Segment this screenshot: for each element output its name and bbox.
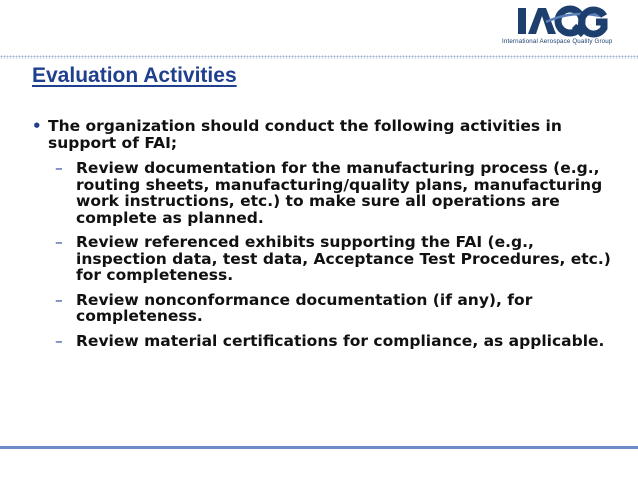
slide-content <box>30 118 615 357</box>
iaqg-logo <box>496 4 632 50</box>
main-bullet <box>30 118 615 151</box>
header-divider <box>0 55 638 59</box>
slide-title: Evaluation Activities <box>32 64 237 87</box>
sub-item <box>30 333 615 350</box>
iaqg-logo-mark <box>516 4 608 38</box>
sub-item-text: Review referenced exhibits supporting the FAI (e.g., inspection data, test data, Acceptance Test Procedures, etc.) for completeness. <box>76 233 611 284</box>
sub-item-text: Review material certifications for compliance, as applicable. <box>76 331 605 350</box>
main-bullet-text: The organization should conduct the following activities in support of FAI; <box>48 117 562 152</box>
dash-marker: – <box>55 159 63 177</box>
iaqg-logo-tagline: International Aerospace Quality Group <box>502 38 613 45</box>
sub-item <box>30 160 615 226</box>
footer-divider <box>0 446 638 449</box>
dash-marker: – <box>55 290 63 309</box>
sub-item <box>30 292 615 325</box>
dash-marker: – <box>55 331 63 350</box>
dash-marker: – <box>55 233 63 251</box>
bullet-marker: • <box>32 117 42 135</box>
sub-item-text: Review nonconformance documentation (if any), for completeness. <box>76 290 533 325</box>
sub-item <box>30 234 615 284</box>
sub-item-text: Review documentation for the manufacturing process (e.g., routing sheets, manufacturing/quality plans, manufacturing work instructions, etc.) to make sure all operations are complete as planned. <box>76 159 603 227</box>
